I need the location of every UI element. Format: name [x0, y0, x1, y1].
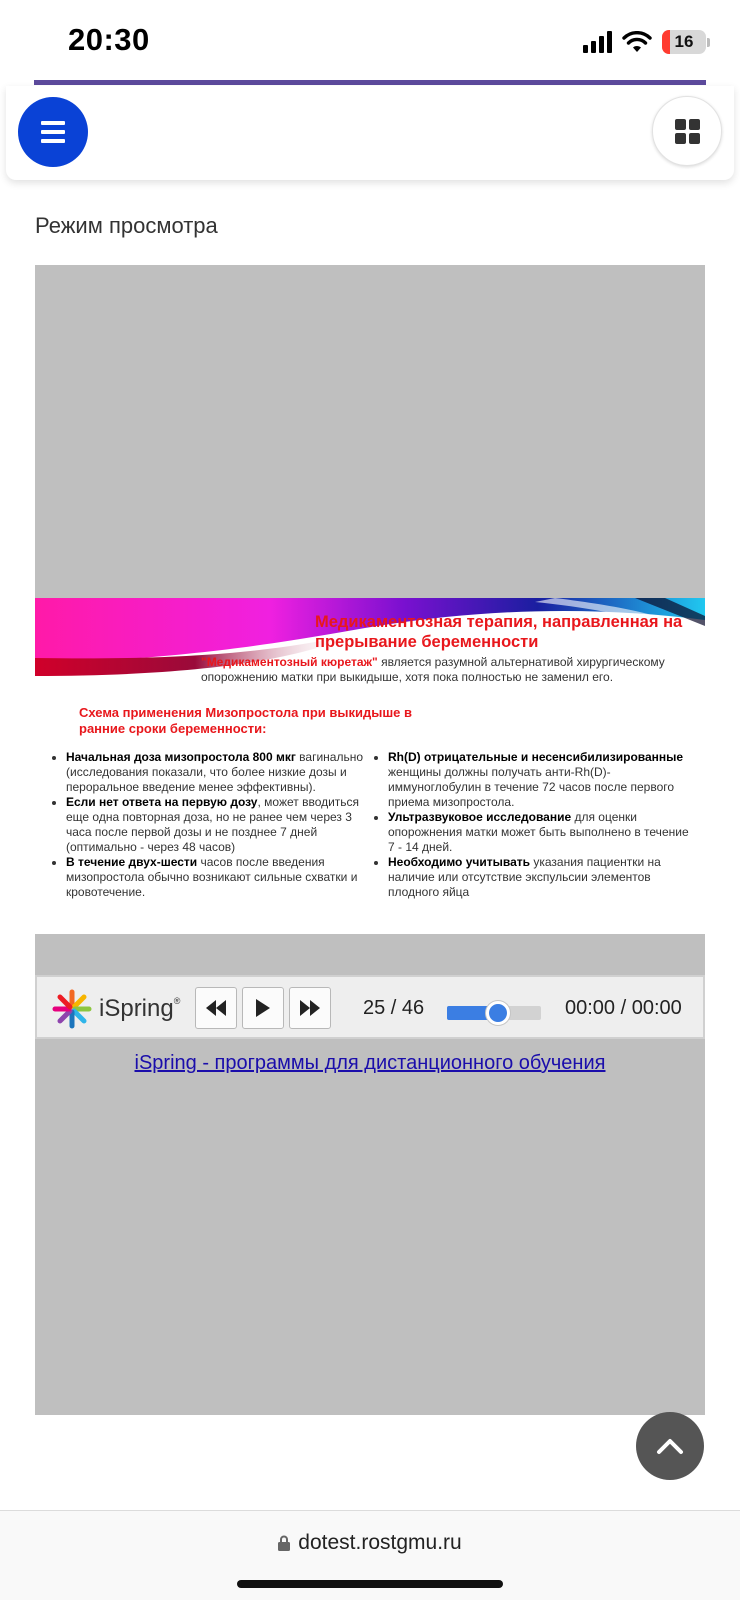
status-bar: [0, 0, 740, 80]
list-item: • Rh(D) отрицательные и несенсибилизированные женщины должны получать анти-Rh(D)-иммуноглобулин в течение 72 часов после первого приема мизопростола.: [388, 750, 698, 810]
ispring-link[interactable]: iSpring - программы для дистанционного обучения: [134, 1052, 606, 1074]
presentation-slide: [35, 598, 705, 934]
fast-forward-icon: [299, 1000, 321, 1016]
ispring-logo-text: iSpring®: [99, 995, 181, 1022]
page-title: Режим просмотра: [35, 213, 218, 238]
player-toolbar: [35, 975, 705, 1039]
browser-address-bar: [0, 1510, 740, 1600]
menu-button[interactable]: [18, 97, 88, 167]
battery-level: 16: [674, 32, 694, 51]
next-slide-button[interactable]: [289, 987, 331, 1029]
slide-counter: 25 / 46: [363, 997, 425, 1019]
hamburger-icon: [41, 121, 65, 125]
progress-slider[interactable]: [447, 1006, 541, 1020]
battery-icon: [662, 30, 710, 54]
rewind-icon: [205, 1000, 227, 1016]
progress-thumb[interactable]: [486, 1001, 510, 1025]
slide-intro-text: является разумной альтернативой хирургическому опорожнению матки при выкидыше, хотя пока полностью не заменил его.: [201, 655, 665, 684]
status-time: 20:30: [68, 22, 150, 57]
chevron-up-icon: [656, 1437, 684, 1455]
ispring-logo: [51, 987, 180, 1031]
scroll-to-top-button[interactable]: [636, 1412, 704, 1480]
slide-column-right: [373, 750, 698, 900]
app-header: [6, 86, 734, 180]
list-item: • Необходимо учитывать указания пациентки на наличие или отсутствие экспульсии элементов плодного яйца: [388, 855, 698, 900]
url-field[interactable]: [0, 1531, 740, 1555]
list-item: • Если нет ответа на первую дозу, может вводиться еще одна повторная доза, но не ранее чем через 3 часа после первой дозы и не позднее 7 дней (оптимально - через 48 часов): [66, 795, 373, 855]
list-item: • В течение двух-шести часов после введения мизопростола обычно возникают сильные схватки и кровотечение.: [66, 855, 373, 900]
header-accent-line: [34, 80, 706, 85]
slide-column-left: [51, 750, 373, 900]
slide-subtitle: Схема применения Мизопростола при выкидыше в ранние сроки беременности:: [79, 705, 413, 736]
url-text: dotest.rostgmu.ru: [298, 1531, 462, 1554]
play-button[interactable]: [242, 987, 284, 1029]
wifi-icon: [622, 31, 652, 53]
time-display: 00:00 / 00:00: [565, 997, 682, 1019]
grid-icon: [675, 119, 686, 130]
home-indicator[interactable]: [237, 1580, 503, 1588]
apps-button[interactable]: [652, 96, 722, 166]
ispring-flower-icon: [51, 988, 93, 1030]
slide-title: Медикаментозная терапия, направленная на прерывание беременности: [315, 613, 683, 651]
status-icons: [583, 26, 710, 58]
list-item: • Начальная доза мизопростола 800 мкг вагинально (исследования показали, что более низкие дозы и пероральное введение менее эффективны).: [66, 750, 373, 795]
previous-slide-button[interactable]: [195, 987, 237, 1029]
play-icon: [255, 999, 271, 1017]
slide-intro: [201, 655, 671, 685]
list-item: • Ультразвуковое исследование для оценки опорожнения матки может быть выполнено в течение 7 - 14 дней.: [388, 810, 698, 855]
slide-intro-highlight: "Медикаментозный кюретаж": [201, 655, 378, 669]
lock-icon: [278, 1535, 290, 1551]
cellular-signal-icon: [583, 31, 612, 53]
